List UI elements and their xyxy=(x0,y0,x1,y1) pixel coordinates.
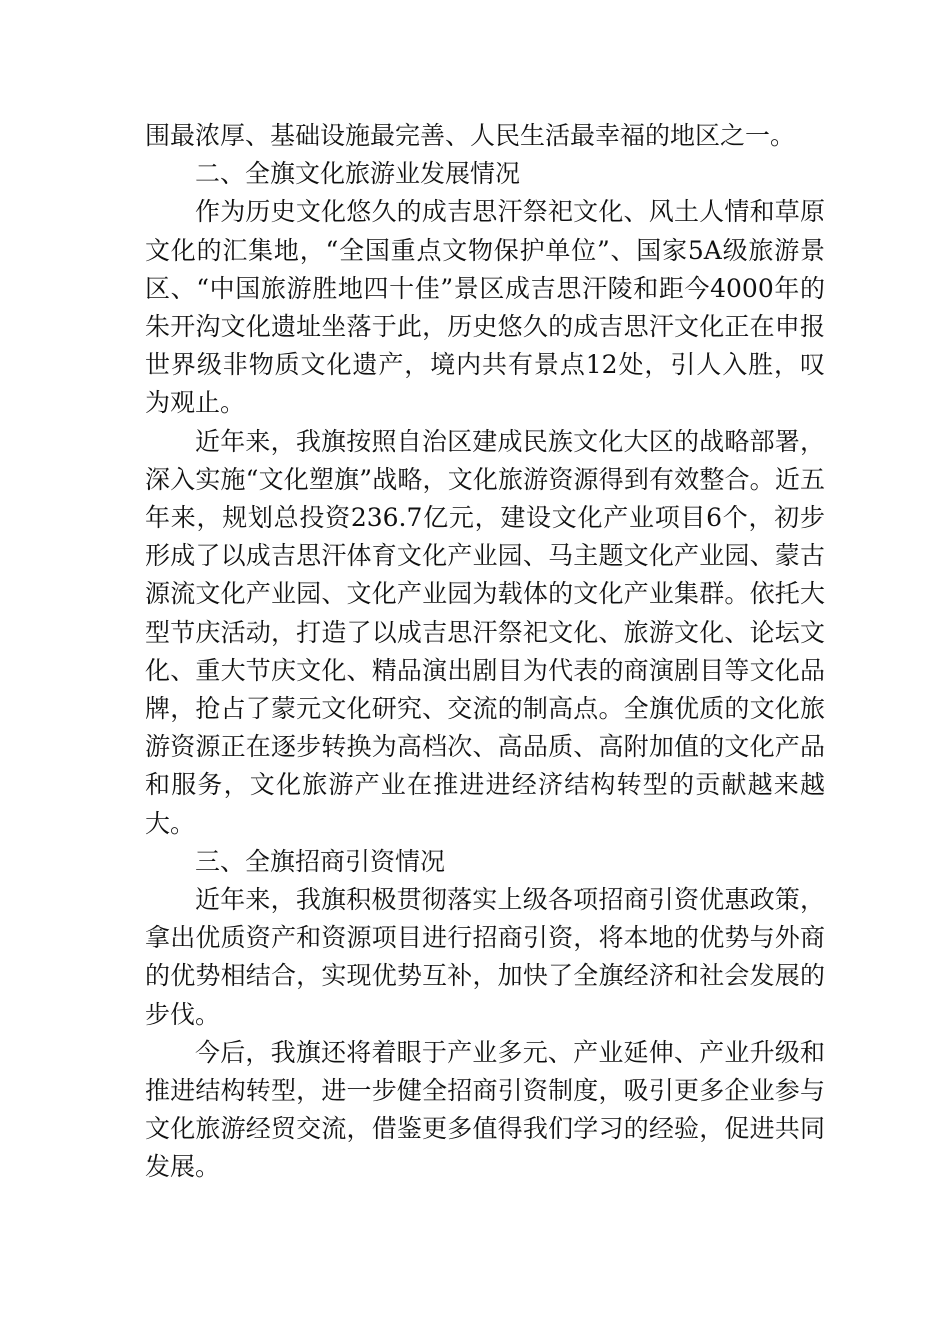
paragraph-investment-future: 今后，我旗还将着眼于产业多元、产业延伸、产业升级和推进结构转型，进一步健全招商引资制度，吸引更多企业参与文化旅游经贸交流，借鉴更多值得我们学习的经验，促进共同发展。 xyxy=(145,1037,825,1182)
paragraph-investment-overview: 近年来，我旗积极贯彻落实上级各项招商引资优惠政策，拿出优质资产和资源项目进行招商引资，将本地的优势与外商的优势相结合，实现优势互补，加快了全旗经济和社会发展的步伐。 xyxy=(145,885,825,1029)
paragraph-tourism-development: 近年来，我旗按照自治区建成民族文化大区的战略部署，深入实施“文化塑旗”战略，文化旅游资源得到有效整合。近五年来，规划总投资236.7亿元，建设文化产业项目6个，初步形成了以成吉思汗体育文化产业园、马主题文化产业园、蒙古源流文化产业园、文化产业园为载体的文化产业集群。依托大型节庆活动，打造了以成吉思汗祭祀文化、旅游文化、论坛文化、重大节庆文化、精品演出剧目为代表的商演剧目等文化品牌，抢占了蒙元文化研究、交流的制高点。全旗优质的文化旅游资源正在逐步转换为高档次、高品质、高附加值的文化产品和服务，文化旅游产业在推进进经济结构转型的贡献越来越大。 xyxy=(145,426,825,838)
paragraph-continuation: 围最浓厚、基础设施最完善、人民生活最幸福的地区之一。 xyxy=(145,121,796,150)
section-heading-investment: 三、全旗招商引资情况 xyxy=(195,846,446,876)
document-body xyxy=(145,117,825,1187)
paragraph-tourism-overview: 作为历史文化悠久的成吉思汗祭祀文化、风土人情和草原文化的汇集地，“全国重点文物保护单位”、国家5A级旅游景区、“中国旅游胜地四十佳”景区成吉思汗陵和距今4000年的朱开沟文化遗址坐落于此，历史悠久的成吉思汗文化正在申报世界级非物质文化遗产，境内共有景点12处，引人入胜，叹为观止。 xyxy=(145,197,825,418)
section-heading-tourism: 二、全旗文化旅游业发展情况 xyxy=(195,159,521,189)
